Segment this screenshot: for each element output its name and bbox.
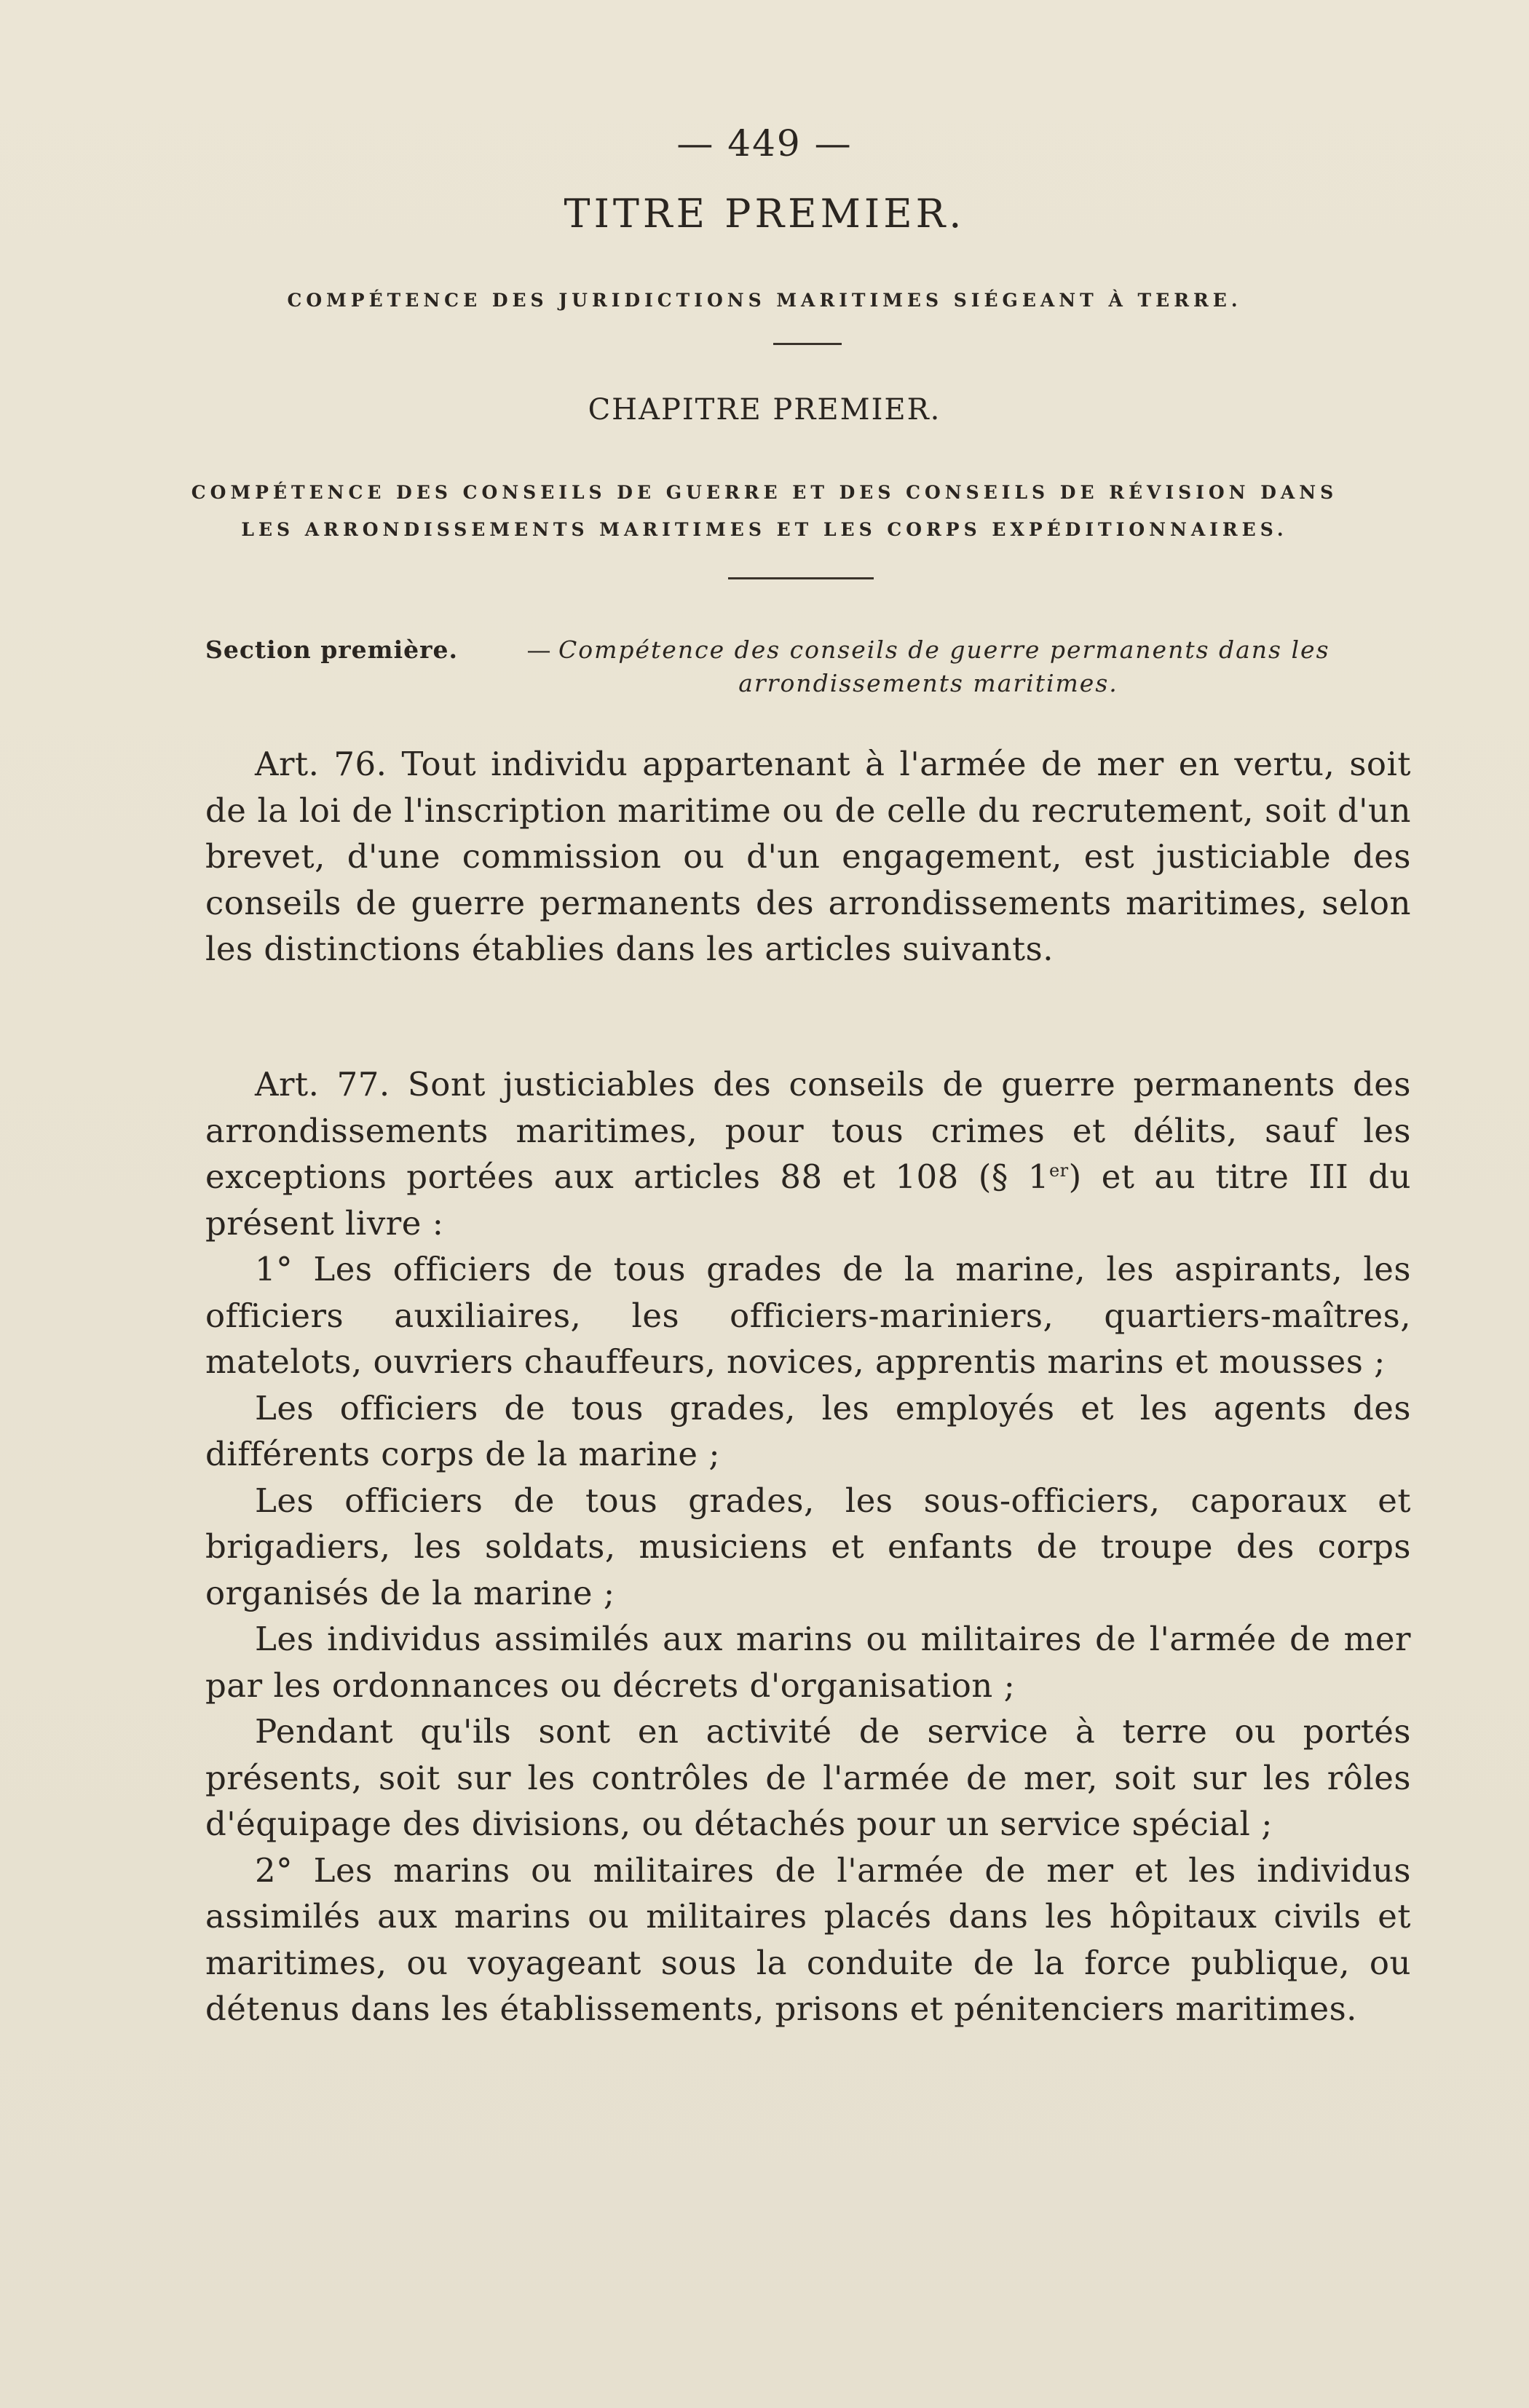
chapter-subtitle-line1: COMPÉTENCE DES CONSEILS DE GUERRE ET DES CONSEILS DE RÉVISION DANS	[191, 482, 1338, 503]
section-title: Compétence des conseils de guerre permanents dans les arrondissements maritimes.	[558, 635, 1330, 697]
article-77-intro-text: Art. 77. Sont justiciables des conseils de guerre permanents des arrondissements maritimes, pour tous crimes et délits, sauf les exceptions portées aux articles 88 et 108 (§ 1	[205, 1065, 1411, 1196]
section-dash: —	[526, 635, 558, 664]
article-77-intro	[205, 1061, 1411, 1246]
section-label: Section première.	[205, 635, 458, 664]
article-76-text: Art. 76. Tout individu appartenant à l'armée de mer en vertu, soit de la loi de l'inscription maritime ou de celle du recrutement, soit d'un brevet, d'une commission ou d'un engagement, est justiciable des conseils de guerre permanents des arrondissements maritimes, selon les distinctions établies dans les articles suivants.	[205, 745, 1411, 968]
page-number: — 449 —	[676, 122, 853, 165]
titre-heading: TITRE PREMIER.	[564, 191, 965, 237]
article-77-paragraph: Les officiers de tous grades, les sous-officiers, caporaux et brigadiers, les soldats, musiciens et enfants de troupe des corps organisés de la marine ;	[205, 1481, 1411, 1612]
article-77	[205, 1061, 1411, 2032]
article-77-paragraph: Les officiers de tous grades, les employés et les agents des différents corps de la marine ;	[205, 1388, 1411, 1473]
chapter-subtitle-line2: LES ARRONDISSEMENTS MARITIMES ET LES CORPS EXPÉDITIONNAIRES.	[241, 519, 1288, 540]
divider-rule	[773, 343, 842, 345]
article-77-paragraph: 2° Les marins ou militaires de l'armée de mer et les individus assimilés aux marins ou militaires placés dans les hôpitaux civils et maritimes, ou voyageant sous la conduite de la force publique, ou détenus dans les établissements, prisons et pénitenciers maritimes.	[205, 1850, 1411, 2028]
article-77-intro-end: ) et au titre III du présent livre :	[205, 1157, 1411, 1243]
superscript: er	[1048, 1160, 1069, 1181]
article-77-paragraph: Pendant qu'ils sont en activité de service à terre ou portés présents, soit sur les contrôles de l'armée de mer, soit sur les rôles d'équipage des divisions, ou détachés pour un service spécial ;	[205, 1712, 1411, 1843]
article-77-paragraph: 1° Les officiers de tous grades de la marine, les aspirants, les officiers auxiliaires, les officiers-mariniers, quartiers-maîtres, matelots, ouvriers chauffeurs, novices, apprentis marins et mousses ;	[205, 1250, 1411, 1381]
chapitre-heading: CHAPITRE PREMIER.	[588, 393, 941, 427]
article-76	[205, 741, 1411, 973]
article-77-paragraph: Les individus assimilés aux marins ou militaires de l'armée de mer par les ordonnances ou décrets d'organisation ;	[205, 1620, 1411, 1705]
divider-rule	[728, 577, 874, 579]
section-heading	[205, 633, 1411, 700]
titre-subtitle: COMPÉTENCE DES JURIDICTIONS MARITIMES SIÉGEANT À TERRE.	[287, 290, 1242, 311]
